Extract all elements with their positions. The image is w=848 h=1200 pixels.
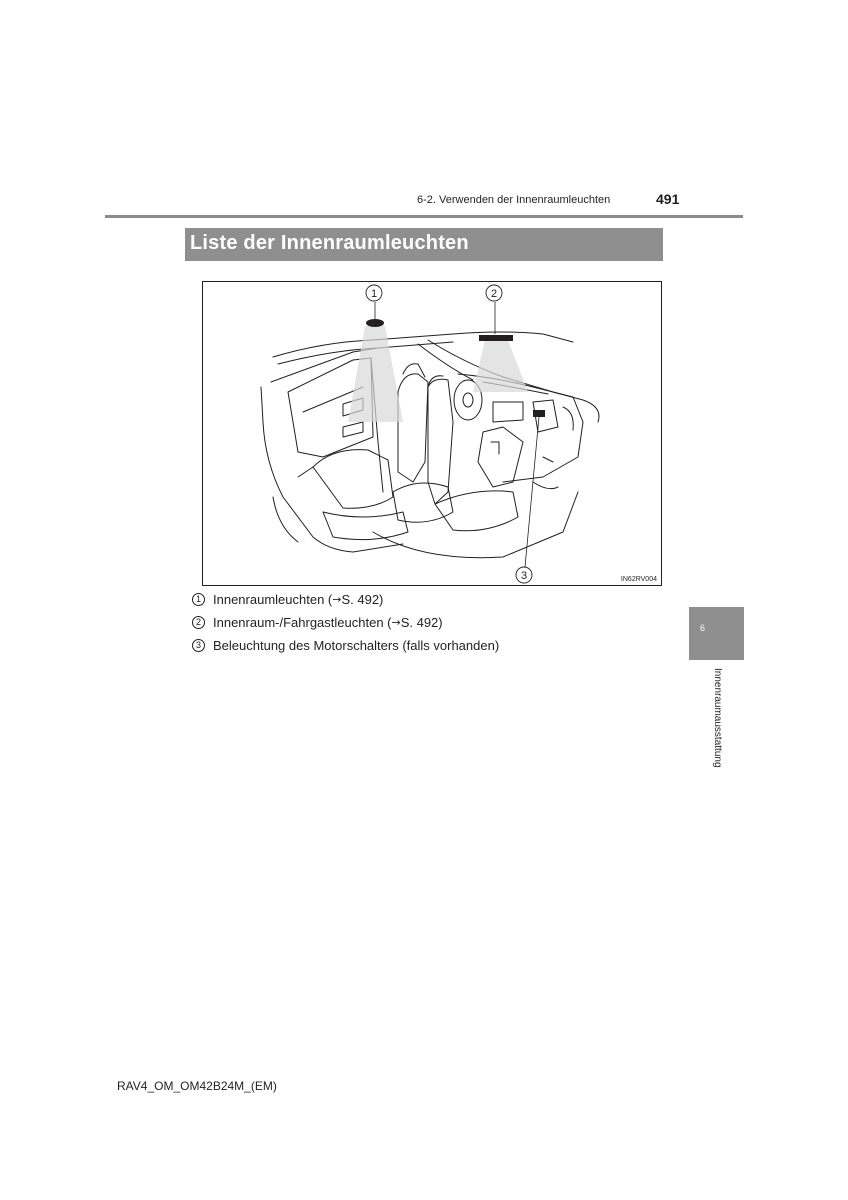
legend-number: 1 xyxy=(192,593,205,606)
car-interior-illustration xyxy=(203,282,663,587)
page-number: 491 xyxy=(656,191,680,207)
svg-text:2: 2 xyxy=(490,288,498,300)
interior-lights-figure xyxy=(202,281,662,586)
callout-3 xyxy=(516,567,532,583)
chapter-tab xyxy=(689,607,744,660)
legend-text: Beleuchtung des Motorschalters (falls vorhanden) xyxy=(213,638,500,653)
section-header: 6-2. Verwenden der Innenraumleuchten xyxy=(417,194,611,206)
callout-1 xyxy=(366,285,382,301)
legend-item-1 xyxy=(192,592,383,607)
callout-2 xyxy=(486,285,502,301)
arrow-right-icon: → xyxy=(332,593,342,606)
figure-code: IN62RV004 xyxy=(620,576,657,583)
arrow-right-icon: → xyxy=(391,616,401,629)
svg-text:3: 3 xyxy=(520,570,528,582)
legend-text: Innenraumleuchten ( xyxy=(213,592,333,607)
legend-text: Innenraum-/Fahrgastleuchten ( xyxy=(213,615,392,630)
chapter-number: 6 xyxy=(700,623,706,633)
page-title: Liste der Innenraumleuchten xyxy=(190,232,469,254)
legend-item-2 xyxy=(192,615,443,630)
legend-item-3 xyxy=(192,638,499,653)
legend-number: 3 xyxy=(192,639,205,652)
legend-page-ref: S. 492) xyxy=(400,615,443,630)
title-bar xyxy=(185,228,663,261)
footer-code: RAV4_OM_OM42B24M_(EM) xyxy=(117,1079,277,1093)
svg-text:1: 1 xyxy=(370,288,378,300)
chapter-label: Innenraumausstattung xyxy=(712,668,723,768)
legend-page-ref: S. 492) xyxy=(341,592,384,607)
header-divider xyxy=(105,215,743,218)
legend-number: 2 xyxy=(192,616,205,629)
